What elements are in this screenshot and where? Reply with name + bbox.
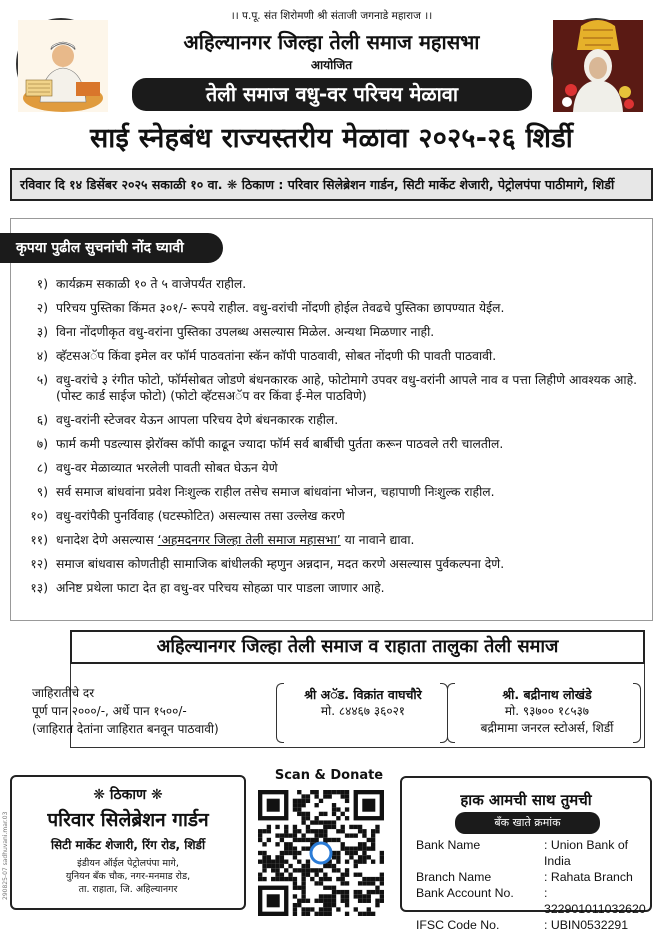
bank-account-tag: बँक खाते क्रमांक (455, 812, 600, 834)
list-item: ३) विना नोंदणीकृत वधु-वरांना पुस्तिका उपलब्ध असल्यास मिळेल. अन्यथा मिळणार नाही. (36, 325, 435, 339)
ad-rates-full-page: पूर्ण पान २०००/-, अर्धे पान १५००/- (32, 704, 187, 718)
venue-road: सिटी मार्केट शेजारी, रिंग रोड, शिर्डी (50, 838, 206, 852)
scan-donate-label: Scan & Donate (274, 768, 384, 783)
list-item: ११) धनादेश देणे असल्यास ‘अहमदनगर जिल्हा तेली समाज महासभा’ या नावाने द्यावा. (30, 533, 415, 547)
list-item: ४) व्हॅटसअॅप किंवा इमेल वर फॉर्म पाठवतांना स्कॅन कॉपी पाठवावी, सोबत नोंदणी फी पावती पाठवावी. (36, 349, 497, 363)
list-item: १२) समाज बांधवास कोणतीही सामाजिक बांधीलकी म्हणुन अन्नदान, मदत करणे असल्यास पुर्वकल्पना देणे. (30, 557, 505, 571)
sponsor-title: अहिल्यानगर जिल्हा तेली समाज व राहाता तालुका तेली समाज (70, 630, 645, 664)
bank-details (416, 837, 648, 933)
ad-rates-note: (जाहिरात देतांना जाहिरात बनवून पाठवावी) (32, 722, 219, 736)
list-item: ७) फार्म कमी पडल्यास झेरॉक्स कॉपी काढून ज्यादा फॉर्म सर्व बार्बीची पुर्तता करून पाठवले तरी चालतील. (36, 437, 504, 451)
contact-phone: मो. ८४४६७ ३६०२१ (320, 704, 406, 718)
bank-row: Bank Account No. : 322901011032620 (416, 886, 646, 916)
venue-address: इंडीयन ऑईल पेट्रोलपंपा मागे, युनियन बँक चौक, नगर-मनमाड रोड, ता. राहाता, जि. अहिल्यानगर (65, 858, 191, 895)
cheque-payee-name: ‘अहमदनगर जिल्हा तेली समाज महासभा’ (157, 533, 341, 547)
list-item: ८) वधु-वर मेळाव्यात भरलेली पावती सोबत घेऊन येणे (36, 461, 278, 475)
venue-name: परिवार सिलेब्रेशन गार्डन (47, 809, 209, 831)
list-item: २) परिचय पुस्तिका किंमत ३०१/- रूपये राहील. वधु-वरांची नोंदणी होईल तेवढचे पुस्तिका छापण्यात येईल. (36, 301, 505, 315)
instructions-heading: कृपया पुढील सुचनांची नोंद घ्यावी (0, 233, 223, 263)
bank-row: Bank Name : Union Bank of India (416, 838, 629, 868)
list-item: ९) सर्व समाज बांधवांना प्रवेश निःशुल्क राहील तसेच समाज बांधवांना भोजन, चहापाणी निःशुल्क राहील. (36, 485, 495, 499)
organization-name: अहिल्यानगर जिल्हा तेली समाज महासभा (183, 30, 480, 54)
bank-row: Branch Name : Rahata Branch (416, 870, 633, 884)
organized-by-label: आयोजित (310, 58, 353, 72)
event-name-banner: तेली समाज वधु-वर परिचय मेळावा (132, 78, 532, 111)
donation-qr-code[interactable] (258, 790, 384, 916)
bank-slogan: हाक आमची साथ तुमची (460, 791, 592, 809)
venue-label: ❋ ठिकाण ❋ (93, 787, 163, 803)
list-item: १०) वधु-वरांपैकी पुनर्विवाह (घटस्फोटित) असल्यास तसा उल्लेख करणे (30, 509, 345, 523)
contact-phone: मो. ९३७०० १८५३७ (504, 704, 590, 718)
contact-name: श्री अॅड. विक्रांत वाघचौरे (304, 687, 422, 702)
date-venue-bar: रविवार दि १४ डिसेंबर २०२५ सकाळी १० वा. ❋ ठिकाण : परिवार सिलेब्रेशन गार्डन, सिटी मार्केट शेजारी, पेट्रोलपंपा पाठीमागे, शिर्डी (10, 168, 653, 201)
saint-santaji-illustration-icon (18, 20, 108, 112)
sai-baba-portrait (551, 18, 641, 110)
contact-vikrant (282, 686, 444, 720)
contact-badrinath (452, 686, 642, 737)
bank-row: IFSC Code No. : UBIN0532291 (416, 918, 629, 932)
list-item: १) कार्यक्रम सकाळी १० ते ५ वाजेपर्यंत राहील. (36, 277, 247, 291)
ad-rates (32, 684, 272, 738)
ad-rates-heading: जाहिरातीचे दर (32, 686, 95, 700)
main-title: साई स्नेहबंध राज्यस्तरीय मेळावा २०२५-२६ शिर्डी (89, 123, 574, 154)
saint-santaji-portrait (16, 18, 106, 110)
list-item: ६) वधु-वरांनी स्टेजवर येऊन आपला परिचय देणे बंधनकारक राहील. (36, 413, 339, 427)
invocation-line: ।। प.पू. संत शिरोमणी श्री संताजी जगनाडे महाराज ।। (230, 10, 433, 22)
instructions-list (0, 272, 663, 600)
list-item: ५) वधु-वरांचे ३ रंगीत फोटो, फॉर्मसोबत जोडणे बंधनकारक आहे, फोटोमागे उपवर वधु-वरांनी आपले नाव व पत्ता लिहीणे आवश्यक आहे. (पोस्ट कार्ड साईज फोटो) (फोटो व्हॅटसअॅप वर किंवा ई-मेल पाठविणे) (36, 373, 638, 403)
list-item: १३) अनिष्ट प्रथेला फाटा देत हा वधु-वर परिचय सोहळा पार पाडला जाणार आहे. (30, 581, 385, 595)
contact-shop: बद्रीमामा जनरल स्टोअर्स, शिर्डी (480, 721, 614, 735)
print-watermark: 290825-07 sadhuvani.mar.03 (2, 811, 9, 900)
contact-name: श्री. बद्रीनाथ लोखंडे (502, 687, 592, 702)
venue-box (10, 775, 246, 910)
sai-baba-illustration-icon (553, 20, 643, 112)
